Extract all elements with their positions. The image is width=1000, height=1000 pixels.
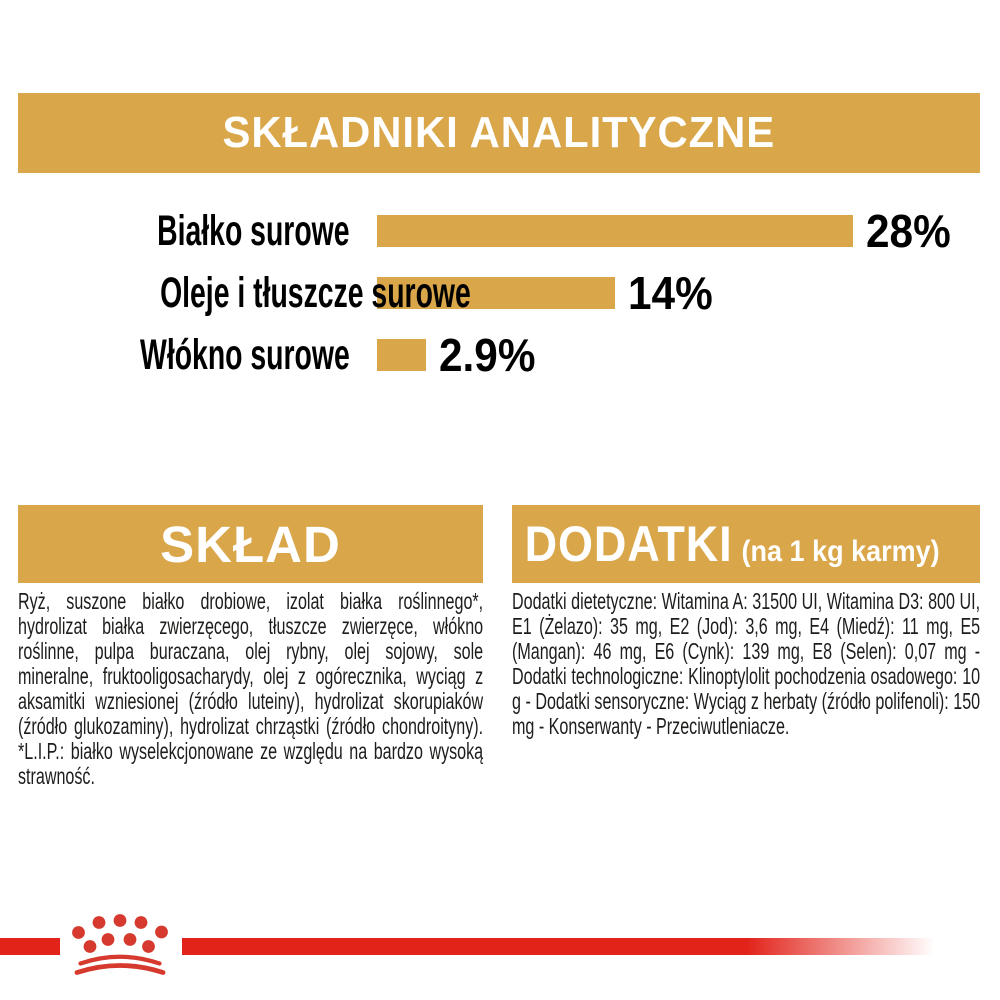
additives-heading — [512, 515, 940, 573]
footer-red-band-right — [182, 938, 1000, 955]
composition-body — [18, 589, 483, 789]
composition-text: Ryż, suszone białko drobiowe, izolat białka roślinnego*, hydrolizat białka zwierzęcego, tłuszcze zwierzęce, włókno roślinne, pulpa buraczana, olej rybny, olej sojowy, sole mineralne, fruktooligosacharydy, olej z ogórecznika, wyciąg z aksamitki wzniesionej (źródło luteiny), hydrolizat skorupiaków (źródło glukozaminy), hydrolizat chrząstki (źródło chondroityny). *L.I.P.: białko wyselekcjonowane ze względu na bardzo wysoką strawność. — [18, 588, 484, 789]
chart-label-text: Białko surowe — [157, 206, 350, 255]
bar-value-label: 28% — [866, 205, 951, 257]
composition-banner — [18, 505, 483, 583]
analytical-components-banner — [18, 93, 980, 173]
bar-value-label: 14% — [628, 267, 713, 319]
additives-body — [512, 589, 980, 739]
page-title: SKŁADNIKI ANALITYCZNE — [222, 108, 776, 157]
chart-label — [0, 331, 350, 380]
chart-label — [0, 268, 471, 318]
royal-canin-crown-icon — [72, 914, 168, 977]
additives-title: DODATKI — [524, 516, 733, 572]
bar-crude-fibre — [377, 339, 426, 371]
chart-row-crude-protein — [0, 205, 1000, 257]
bar-crude-protein — [377, 215, 853, 247]
bar-value-label: 2.9% — [439, 329, 536, 381]
chart-label — [0, 207, 350, 256]
chart-label-text: Włókno surowe — [140, 330, 350, 379]
chart-row-crude-fibre — [0, 329, 1000, 381]
additives-banner — [512, 505, 980, 583]
footer-red-band-left — [0, 938, 60, 955]
additives-text: Dodatki dietetyczne: Witamina A: 31500 UI, Witamina D3: 800 UI, E1 (Żelazo): 35 mg, E2 (Jod): 3,6 mg, E4 (Miedź): 11 mg, E5 (Mangan): 46 mg, E6 (Cynk): 139 mg, E8 (Selen): 0,07 mg - Dodatki technologiczne: Klinoptylolit pochodzenia osadowego: 10 g - Dodatki sensoryczne: Wyciąg z herbaty (źródło polifenoli): 150 mg - Konserwanty - Przeciwutleniacze. — [512, 588, 981, 739]
chart-row-crude-fat — [0, 267, 1000, 319]
chart-label-text: Oleje i tłuszcze surowe — [160, 268, 471, 317]
additives-subtitle: (na 1 kg karmy) — [741, 535, 940, 568]
composition-title: SKŁAD — [160, 515, 341, 573]
